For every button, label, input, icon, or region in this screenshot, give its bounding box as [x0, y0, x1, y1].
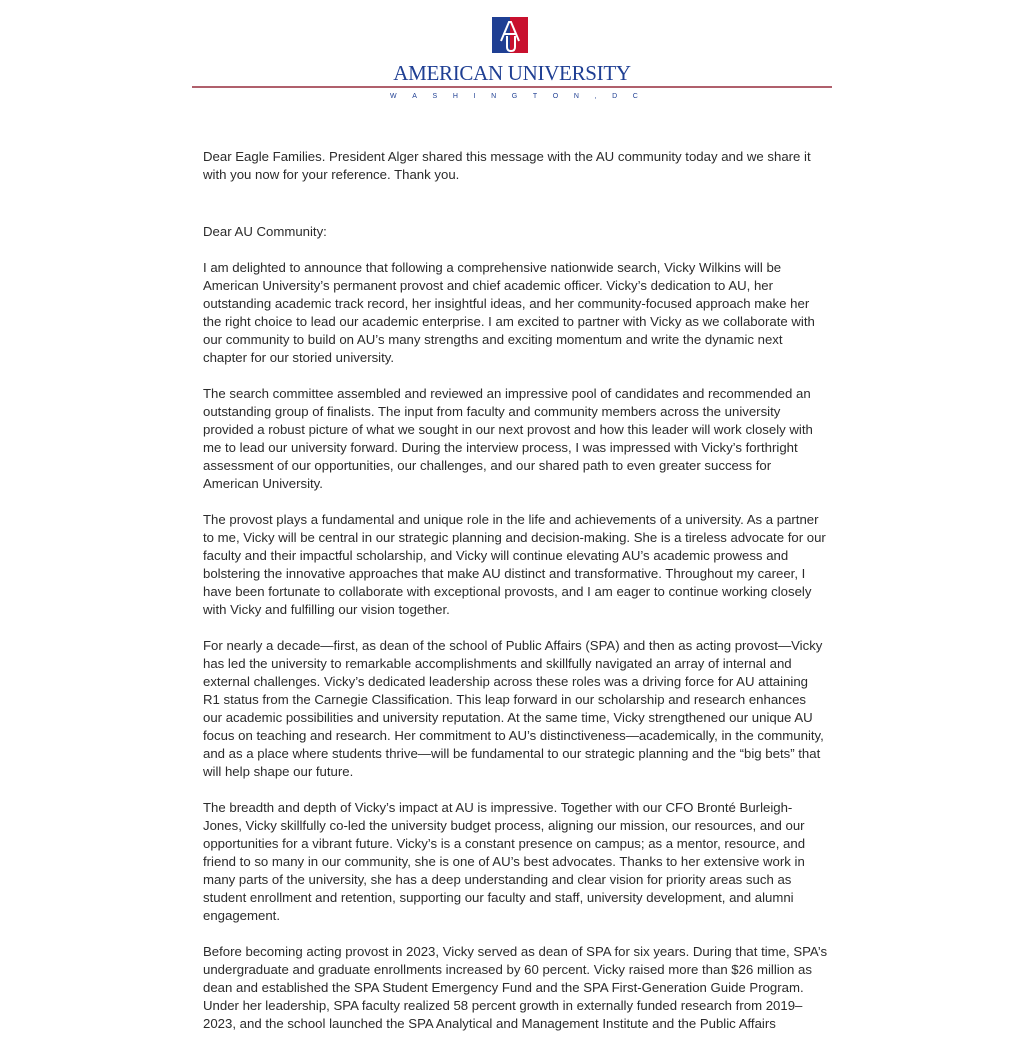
- tagline-letter: N: [573, 93, 579, 100]
- paragraph-impact: The breadth and depth of Vicky’s impact at AU is impressive. Together with our CFO Bronté Burleigh-Jones, Vicky skillfully co-led the university budget process, aligning our mission, our resources, and our opportunities for a vibrant future. Vicky’s is a constant presence on campus; as a mentor, resource, and friend to so many in our community, she is one of AU’s best advocates. Thanks to her extensive work in many parts of the university, she has a deep understanding and clear vision for priority areas such as student enrollment and retention, supporting our faculty and staff, university development, and alumni engagement.: [203, 800, 806, 923]
- paragraph-provost-role: The provost plays a fundamental and unique role in the life and achievements of a university. As a partner to me, Vicky will be central in our strategic planning and decision-making. She is a tireless advocate for our faculty and their impactful scholarship, and Vicky will continue elevating AU’s academic prowess and bolstering the innovative approaches that make AU distinct and transformative. Throughout my career, I have been fortunate to collaborate with exceptional provosts, and I am eager to continue working closely with Vicky and fulfilling our vision together.: [203, 512, 826, 617]
- tagline-letter: A: [412, 93, 417, 100]
- letterhead: [0, 0, 1024, 110]
- paragraph-decade-leadership: For nearly a decade—first, as dean of the school of Public Affairs (SPA) and then as acting provost—Vicky has led the university to remarkable accomplishments and skillfully navigated an array of internal and external challenges. Vicky’s dedicated leadership across these roles was a driving force for AU attaining R1 status from the Carnegie Classification. This leap forward in our scholarship and research enhances our academic possibilities and university reputation. At the same time, Vicky strengthened our unique AU focus on teaching and research. Her commitment to AU’s distinctiveness—academically, in the community, and as a place where students thrive—will be fundamental to our strategic planning and the “big bets” that will help shape our future.: [203, 638, 824, 779]
- university-wordmark: AMERICAN UNIVERSITY: [393, 61, 631, 85]
- au-logo-icon: [492, 17, 528, 53]
- tagline-letter: ,: [594, 93, 597, 100]
- paragraph-search-committee: The search committee assembled and reviewed an impressive pool of candidates and recommended an outstanding group of finalists. The input from faculty and community members across the university provided a robust picture of what we sought in our next provost and how this leader will work closely with me to lead our university forward. During the interview process, I was impressed with Vicky’s forthright assessment of our opportunities, our challenges, and our shared path to even greater success for American University.: [203, 386, 813, 491]
- tagline-letter: H: [452, 93, 458, 100]
- tagline-letter: T: [532, 93, 538, 100]
- au-monogram-icon: [492, 17, 528, 53]
- paragraph-announcement: I am delighted to announce that following a comprehensive nationwide search, Vicky Wilkins will be American University’s permanent provost and chief academic officer. Vicky’s dedication to AU, her outstanding academic track record, her insightful ideas, and her community-focused approach make her the right choice to lead our academic enterprise. I am excited to partner with Vicky as we collaborate with our community to build on AU’s many strengths and exciting momentum and write the dynamic next chapter for our storied university.: [203, 260, 815, 365]
- tagline-letter: W: [390, 93, 397, 100]
- intro-note: Dear Eagle Families. President Alger shared this message with the AU community today and we share it with you now for your reference. Thank you.: [203, 149, 811, 182]
- paragraph-dean-tenure: Before becoming acting provost in 2023, Vicky served as dean of SPA for six years. During that time, SPA’s undergraduate and graduate enrollments increased by 60 percent. Vicky raised more than $26 million as dean and established the SPA Student Emergency Fund and the SPA First-Generation Guide Program. Under her leadership, SPA faculty realized 58 percent growth in externally funded research from 2019–2023, and the school launched the SPA Analytical and Management Institute and the Public Affairs: [203, 944, 828, 1031]
- location-tagline: [390, 92, 638, 101]
- tagline-letter: O: [552, 93, 559, 100]
- salutation: Dear AU Community:: [203, 224, 327, 239]
- tagline-letter: I: [473, 93, 476, 100]
- letter-body: [203, 148, 828, 1051]
- tagline-letter: G: [511, 93, 518, 100]
- tagline-letter: N: [491, 93, 497, 100]
- tagline-letter: D: [612, 93, 618, 100]
- tagline-letter: S: [432, 93, 438, 100]
- header-rule: [192, 86, 832, 88]
- tagline-letter: C: [632, 93, 638, 100]
